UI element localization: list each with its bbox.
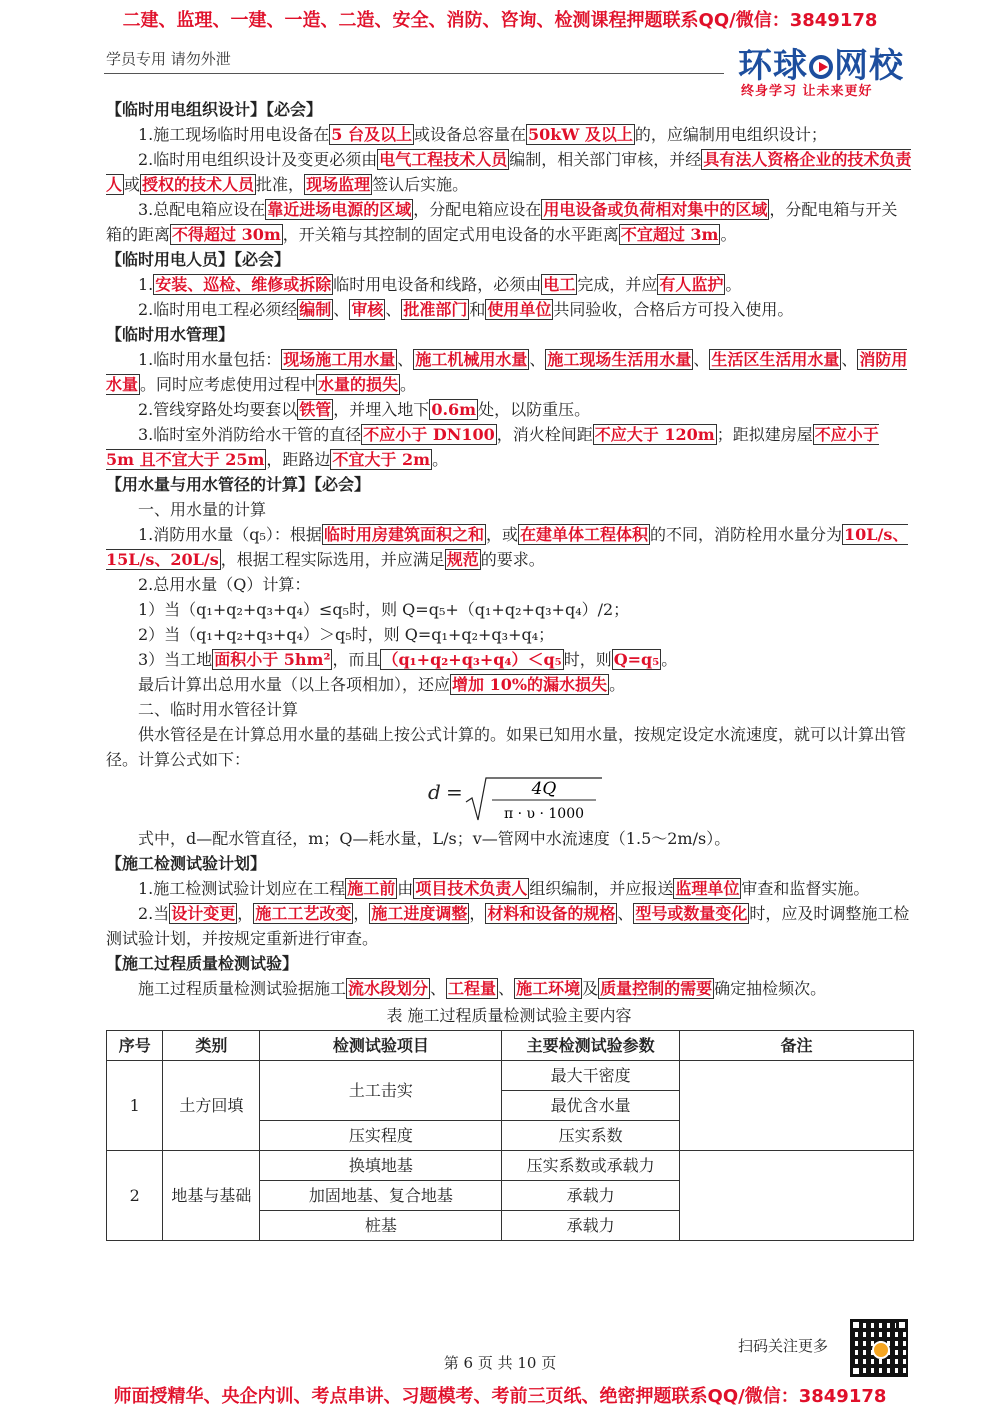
key-point-highlight: 不宜超过 3m <box>620 225 719 244</box>
text-run: ， <box>353 904 370 923</box>
cell-test-item: 桩基 <box>260 1211 502 1241</box>
cell-category: 土方回填 <box>163 1061 260 1151</box>
text-run: 1.施工检测试验计划应在工程 <box>138 879 346 898</box>
header-confidential-note: 学员专用 请勿外泄 <box>106 50 231 68</box>
key-point-highlight: 安装、巡检、维修或拆除 <box>155 275 332 294</box>
key-point-highlight: 具有法人资格企业的技术负责人 <box>106 150 912 194</box>
cell-test-parameter: 压实系数 <box>502 1121 680 1151</box>
paragraph <box>106 876 912 901</box>
text-run: 。 <box>661 650 678 669</box>
key-point-highlight: 材料和设备的规格 <box>487 904 616 923</box>
column-header: 类别 <box>163 1031 260 1061</box>
section-heading <box>106 322 912 347</box>
key-point-highlight: 施工环境 <box>516 979 581 998</box>
key-point-highlight: 规范 <box>446 550 479 569</box>
key-point-highlight: 铁管 <box>299 400 332 419</box>
key-point-highlight: 电气工程技术人员 <box>379 150 508 169</box>
key-point-highlight: 施工机械用水量 <box>415 350 528 369</box>
key-point-highlight: 现场施工用水量 <box>283 350 396 369</box>
table-row <box>107 1151 914 1181</box>
cell-number: 1 <box>107 1061 163 1151</box>
key-point-highlight: 有人监护 <box>659 275 724 294</box>
paragraph <box>106 722 912 772</box>
text-run: 及 <box>582 979 599 998</box>
text-run: 2.临时用电组织设计及变更必须由 <box>138 150 378 169</box>
paragraph <box>106 297 912 322</box>
text-run: ，根据工程实际选用，并应满足 <box>220 550 445 569</box>
cell-test-item: 土工击实 <box>260 1061 502 1121</box>
text-run: 审查和监督实施。 <box>741 879 870 898</box>
inspection-table <box>106 1030 914 1241</box>
cell-test-item: 压实程度 <box>260 1121 502 1151</box>
key-point-highlight: 临时用房建筑面积之和 <box>323 525 484 544</box>
key-point-highlight: 不应大于 120m <box>594 425 715 444</box>
cell-test-parameter: 承载力 <box>502 1211 680 1241</box>
cell-test-parameter: 最优含水量 <box>502 1091 680 1121</box>
text-run: 二、临时用水管径计算 <box>138 700 299 719</box>
formula-equals: = <box>446 780 463 804</box>
paragraph <box>106 697 912 722</box>
key-point-highlight: 使用单位 <box>487 300 552 319</box>
key-point-highlight: 0.6m <box>431 400 477 419</box>
key-point-highlight: 电工 <box>543 275 576 294</box>
paragraph <box>106 422 912 472</box>
key-point-highlight: 生活区生活用水量 <box>711 350 840 369</box>
formula-radical <box>464 772 604 826</box>
text-run: 。 <box>720 225 737 244</box>
text-run: 式中，d—配水管直径，m；Q—耗水量，L/s；v—管网中水流速度（1.5～2m/s）。 <box>138 829 731 848</box>
key-point-highlight: 消防用水量 <box>106 350 908 394</box>
key-point-highlight: 施工现场生活用水量 <box>547 350 692 369</box>
text-run: 、 <box>397 350 414 369</box>
key-point-highlight: 现场监理 <box>306 175 371 194</box>
text-run: 【施工过程质量检测试验】 <box>106 954 299 973</box>
section-heading <box>106 951 912 976</box>
text-run: 。 <box>400 375 417 394</box>
text-run: 最后计算出总用水量（以上各项相加），还应 <box>138 675 451 694</box>
text-run: 。同时应考虑使用过程中 <box>140 375 317 394</box>
key-point-highlight: 监理单位 <box>675 879 740 898</box>
key-point-highlight: 施工进度调整 <box>371 904 468 923</box>
text-run: 或 <box>124 175 141 194</box>
text-run: 【临时用电人员】【必会】 <box>106 250 291 269</box>
key-point-highlight: 靠近进场电源的区域 <box>267 200 412 219</box>
text-run: 2.临时用电工程必须经 <box>138 300 298 319</box>
text-run: 、 <box>693 350 710 369</box>
key-point-highlight: （q₁+q₂+q₃+q₄）＜q₅ <box>382 650 562 669</box>
text-run: 施工过程质量检测试验据施工 <box>138 979 347 998</box>
text-run: 共同验收，合格后方可投入使用。 <box>553 300 794 319</box>
key-point-highlight: 不应小于 DN100 <box>363 425 495 444</box>
top-promo-banner: 二建、监理、一建、一造、二造、安全、消防、咨询、检测课程押题联系QQ/微信：3849178 <box>122 10 878 31</box>
section-heading <box>106 97 912 122</box>
paragraph <box>106 397 912 422</box>
text-run: 处，以防重压。 <box>478 400 591 419</box>
text-run: 1.临时用水量包括： <box>138 350 282 369</box>
cell-category: 地基与基础 <box>163 1151 260 1241</box>
bottom-promo-banner: 师面授精华、央企内训、考点串讲、习题模考、考前三页纸、绝密押题联系QQ/微信：3849178 <box>113 1386 887 1407</box>
formula-numerator: 4Q <box>531 779 557 799</box>
text-run: ，消火栓间距 <box>496 425 593 444</box>
text-run: ；距拟建房屋 <box>716 425 813 444</box>
paragraph <box>106 197 912 247</box>
text-run: ， <box>469 904 486 923</box>
key-point-highlight: 质量控制的需要 <box>600 979 713 998</box>
text-run: 1.消防用水量（q₅）：根据 <box>138 525 322 544</box>
text-run: 3）当工地 <box>138 650 213 669</box>
section-heading <box>106 472 912 497</box>
formula-denominator: π · υ · 1000 <box>503 806 585 822</box>
text-run: 【施工检测试验计划】 <box>106 854 267 873</box>
paragraph <box>106 826 912 851</box>
text-run: 临时用电设备和线路，必须由 <box>333 275 542 294</box>
text-run: 1）当（q₁+q₂+q₃+q₄）≤q₅时，则 Q=q₅+（q₁+q₂+q₃+q₄）/2； <box>138 600 630 619</box>
text-run: 或设备总容量在 <box>414 125 527 144</box>
text-run: 供水管径是在计算总用水量的基础上按公式计算的。如果已知用水量，按规定设定水流速度，就可以计算出管径。计算公式如下： <box>106 725 907 769</box>
paragraph <box>106 147 912 197</box>
text-run: 2.管线穿路处均要套以 <box>138 400 298 419</box>
table-header-row <box>107 1031 914 1061</box>
key-point-highlight: 授权的技术人员 <box>142 175 255 194</box>
text-run: 2）当（q₁+q₂+q₃+q₄）＞q₅时，则 Q=q₁+q₂+q₃+q₄； <box>138 625 555 644</box>
text-run: 编制，相关部门审核，并经 <box>509 150 702 169</box>
brand-slogan: 终身学习 让未来更好 <box>741 84 873 99</box>
cell-test-parameter: 压实系数或承载力 <box>502 1151 680 1181</box>
text-run: 。 <box>609 675 626 694</box>
paragraph <box>106 272 912 297</box>
key-point-highlight: 流水段划分 <box>348 979 429 998</box>
text-run: 时，应及时调整施工检测试验计划，并按规定重新进行审查。 <box>106 904 910 948</box>
text-run: 2.总用水量（Q）计算： <box>138 575 311 594</box>
key-point-highlight: 型号或数量变化 <box>635 904 748 923</box>
text-run: 、 <box>841 350 858 369</box>
key-point-highlight: 用电设备或负荷相对集中的区域 <box>543 200 768 219</box>
qr-label: 扫码关注更多 <box>738 1337 829 1355</box>
document-body <box>106 97 912 1241</box>
text-run: 的不同，消防栓用水量分为 <box>649 525 842 544</box>
text-run: 【临时用水管理】 <box>106 325 235 344</box>
cell-remarks <box>679 1151 913 1241</box>
section-heading <box>106 247 912 272</box>
key-point-highlight: 在建单体工程体积 <box>519 525 648 544</box>
text-run: 确定抽检频次。 <box>714 979 827 998</box>
text-run: 、 <box>333 300 350 319</box>
key-point-highlight: 批准部门 <box>403 300 468 319</box>
key-point-highlight: 10L/s、15L/s、20L/s <box>106 525 909 569</box>
text-run: 【用水量与用水管径的计算】【必会】 <box>106 475 371 494</box>
formula-lhs: d <box>428 780 441 804</box>
text-run: ，或 <box>485 525 518 544</box>
cell-remarks <box>679 1061 913 1151</box>
key-point-highlight: 水量的损失 <box>318 375 399 394</box>
cell-test-item: 换填地基 <box>260 1151 502 1181</box>
text-run: 一、用水量的计算 <box>138 500 267 519</box>
text-run: 批准， <box>256 175 305 194</box>
text-run: ，距路边 <box>266 450 331 469</box>
text-run: ，而且 <box>332 650 381 669</box>
text-run: 由 <box>397 879 414 898</box>
pipe-diameter-formula <box>106 772 912 826</box>
page-number: 第 6 页 共 10 页 <box>443 1354 557 1372</box>
paragraph <box>106 901 912 951</box>
logo-text-part1: 环球 <box>738 46 808 86</box>
key-point-highlight: 审核 <box>351 300 384 319</box>
cell-test-parameter: 最大干密度 <box>502 1061 680 1091</box>
key-point-highlight: 50kW 及以上 <box>528 125 633 144</box>
text-run: 完成，并应 <box>577 275 658 294</box>
text-run: ，并埋入地下 <box>333 400 430 419</box>
column-header: 备注 <box>679 1031 913 1061</box>
text-run: 、 <box>529 350 546 369</box>
paragraph <box>106 572 912 597</box>
text-run: ，分配电箱应设在 <box>413 200 542 219</box>
text-run: 1.施工现场临时用电设备在 <box>138 125 330 144</box>
paragraph <box>106 122 912 147</box>
paragraph <box>106 522 912 572</box>
key-point-highlight: 编制 <box>299 300 332 319</box>
paragraph <box>106 976 912 1001</box>
text-run: 2.当 <box>138 904 170 923</box>
cell-test-parameter: 承载力 <box>502 1181 680 1211</box>
paragraph <box>106 497 912 522</box>
text-run: 、 <box>430 979 447 998</box>
table-caption: 表 施工过程质量检测试验主要内容 <box>386 1006 632 1025</box>
key-point-highlight: 项目技术负责人 <box>415 879 528 898</box>
text-run: 、 <box>498 979 515 998</box>
text-run: 和 <box>469 300 486 319</box>
key-point-highlight: 工程量 <box>448 979 497 998</box>
column-header: 序号 <box>107 1031 163 1061</box>
paragraph <box>106 347 912 397</box>
column-header: 检测试验项目 <box>260 1031 502 1061</box>
logo-text-part2: 网校 <box>834 46 904 86</box>
text-run: 、 <box>385 300 402 319</box>
text-run: 组织编制，并应报送 <box>529 879 674 898</box>
key-point-highlight: 不应小于 5m 且不宜大于 25m <box>106 425 879 469</box>
text-run: 的要求。 <box>480 550 545 569</box>
text-run: 3.总配电箱应设在 <box>138 200 266 219</box>
text-run: 。 <box>432 450 449 469</box>
table-row <box>107 1061 914 1091</box>
text-run: ，分配电箱与开关箱的距离 <box>106 200 898 244</box>
text-run: 1. <box>138 275 154 294</box>
key-point-highlight: 面积小于 5hm² <box>214 650 331 669</box>
column-header: 主要检测试验参数 <box>502 1031 680 1061</box>
text-run: ，开关箱与其控制的固定式用电设备的水平距离 <box>282 225 619 244</box>
key-point-highlight: 不宜大于 2m <box>332 450 431 469</box>
text-run: 的，应编制用电组织设计； <box>634 125 827 144</box>
paragraph <box>106 597 912 622</box>
cell-test-item: 加固地基、复合地基 <box>260 1181 502 1211</box>
paragraph <box>106 647 912 672</box>
text-run: 。 <box>725 275 742 294</box>
text-run: ， <box>237 904 254 923</box>
key-point-highlight: 施工工艺改变 <box>255 904 352 923</box>
text-run: 【临时用电组织设计】【必会】 <box>106 100 323 119</box>
key-point-highlight: 施工前 <box>347 879 396 898</box>
key-point-highlight: 增加 10%的漏水损失 <box>452 675 608 694</box>
text-run: 3.临时室外消防给水干管的直径 <box>138 425 362 444</box>
key-point-highlight: 设计变更 <box>171 904 236 923</box>
key-point-highlight: 不得超过 30m <box>172 225 281 244</box>
key-point-highlight: Q=q₅ <box>613 650 660 669</box>
text-run: 签认后实施。 <box>372 175 469 194</box>
section-heading <box>106 851 912 876</box>
paragraph <box>106 672 912 697</box>
key-point-highlight: 5 台及以上 <box>331 125 412 144</box>
play-icon <box>809 55 833 79</box>
paragraph <box>106 622 912 647</box>
header-divider <box>104 73 724 74</box>
text-run: 时，则 <box>563 650 612 669</box>
cell-number: 2 <box>107 1151 163 1241</box>
text-run: 、 <box>617 904 634 923</box>
